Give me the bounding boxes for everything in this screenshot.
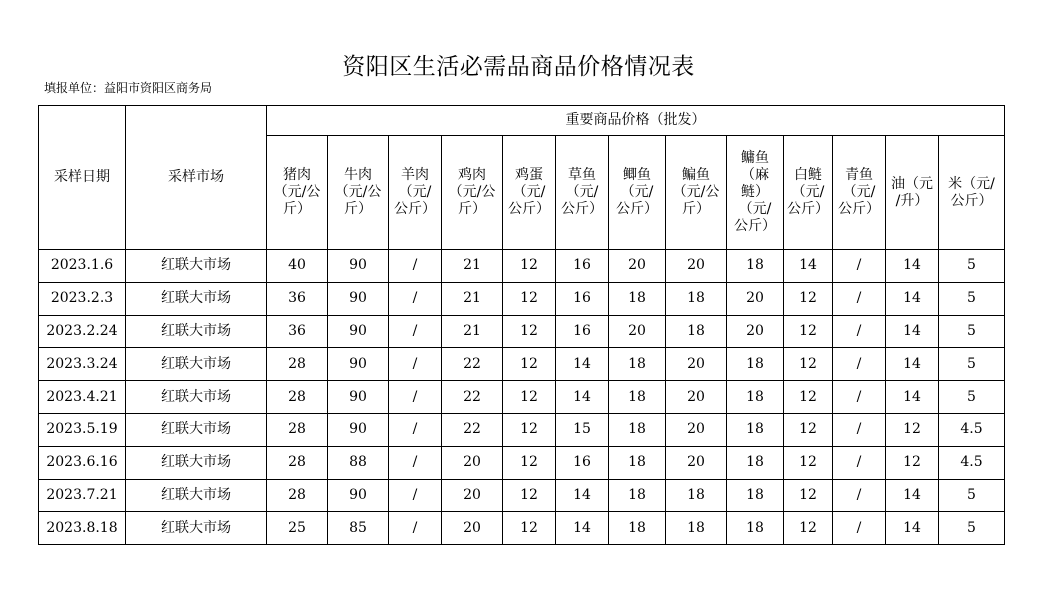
cell-price: 18 bbox=[727, 446, 784, 479]
cell-price: 21 bbox=[442, 250, 503, 283]
cell-price: 14 bbox=[556, 479, 609, 512]
cell-price: / bbox=[833, 348, 886, 381]
page-title: 资阳区生活必需品商品价格情况表 bbox=[342, 54, 695, 80]
header-item: 羊肉 （元/ 公斤） bbox=[389, 136, 442, 250]
cell-price: 12 bbox=[886, 413, 939, 446]
cell-price: 18 bbox=[727, 381, 784, 414]
cell-price: 5 bbox=[939, 282, 1005, 315]
cell-price: / bbox=[389, 282, 442, 315]
cell-price: 20 bbox=[666, 381, 727, 414]
cell-price: 22 bbox=[442, 413, 503, 446]
cell-price: 25 bbox=[267, 512, 328, 545]
cell-market: 红联大市场 bbox=[126, 479, 267, 512]
cell-price: 18 bbox=[666, 315, 727, 348]
cell-price: 16 bbox=[556, 446, 609, 479]
cell-date: 2023.7.21 bbox=[39, 479, 126, 512]
cell-price: 18 bbox=[666, 479, 727, 512]
cell-price: 12 bbox=[784, 413, 833, 446]
cell-price: 14 bbox=[556, 381, 609, 414]
cell-price: / bbox=[833, 282, 886, 315]
cell-price: / bbox=[389, 381, 442, 414]
cell-price: 22 bbox=[442, 381, 503, 414]
cell-price: 12 bbox=[503, 282, 556, 315]
cell-date: 2023.3.24 bbox=[39, 348, 126, 381]
cell-price: 28 bbox=[267, 479, 328, 512]
cell-price: / bbox=[833, 446, 886, 479]
table-row bbox=[39, 315, 1005, 348]
cell-price: 12 bbox=[886, 446, 939, 479]
table-row bbox=[39, 479, 1005, 512]
cell-price: 12 bbox=[503, 413, 556, 446]
cell-price: 18 bbox=[727, 413, 784, 446]
cell-price: 14 bbox=[886, 512, 939, 545]
cell-price: 18 bbox=[609, 512, 666, 545]
header-item: 米（元/ 公斤） bbox=[939, 136, 1005, 250]
cell-date: 2023.2.24 bbox=[39, 315, 126, 348]
header-item: 鲫鱼 （元/ 公斤） bbox=[609, 136, 666, 250]
cell-price: / bbox=[833, 250, 886, 283]
table-row bbox=[39, 512, 1005, 545]
cell-date: 2023.2.3 bbox=[39, 282, 126, 315]
cell-price: 5 bbox=[939, 512, 1005, 545]
cell-price: 90 bbox=[328, 282, 389, 315]
header-item: 猪肉 （元/公 斤） bbox=[267, 136, 328, 250]
cell-market: 红联大市场 bbox=[126, 250, 267, 283]
header-date: 采样日期 bbox=[39, 106, 126, 250]
cell-price: 20 bbox=[442, 479, 503, 512]
header-market: 采样市场 bbox=[126, 106, 267, 250]
header-item: 青鱼 （元/ 公斤） bbox=[833, 136, 886, 250]
header-item: 白鲢 （元/ 公斤） bbox=[784, 136, 833, 250]
cell-date: 2023.1.6 bbox=[39, 250, 126, 283]
cell-price: 12 bbox=[784, 446, 833, 479]
cell-price: 18 bbox=[727, 479, 784, 512]
cell-market: 红联大市场 bbox=[126, 446, 267, 479]
cell-price: / bbox=[833, 381, 886, 414]
cell-price: 90 bbox=[328, 348, 389, 381]
cell-price: 18 bbox=[609, 413, 666, 446]
cell-price: / bbox=[389, 315, 442, 348]
cell-price: 20 bbox=[666, 446, 727, 479]
cell-price: 20 bbox=[666, 413, 727, 446]
cell-price: 15 bbox=[556, 413, 609, 446]
header-item: 鸡肉 （元/公 斤） bbox=[442, 136, 503, 250]
header-item: 草鱼 （元/ 公斤） bbox=[556, 136, 609, 250]
cell-market: 红联大市场 bbox=[126, 282, 267, 315]
cell-price: 5 bbox=[939, 381, 1005, 414]
cell-price: 14 bbox=[784, 250, 833, 283]
cell-price: 14 bbox=[886, 282, 939, 315]
table-row bbox=[39, 250, 1005, 283]
cell-price: 16 bbox=[556, 282, 609, 315]
cell-price: 5 bbox=[939, 315, 1005, 348]
cell-price: 20 bbox=[442, 446, 503, 479]
cell-price: 12 bbox=[503, 446, 556, 479]
cell-price: 12 bbox=[503, 348, 556, 381]
cell-price: 36 bbox=[267, 282, 328, 315]
cell-price: 18 bbox=[609, 479, 666, 512]
cell-price: 14 bbox=[886, 315, 939, 348]
cell-price: 90 bbox=[328, 479, 389, 512]
cell-price: / bbox=[833, 413, 886, 446]
cell-date: 2023.4.21 bbox=[39, 381, 126, 414]
table-row bbox=[39, 282, 1005, 315]
cell-price: 20 bbox=[609, 250, 666, 283]
filler-unit: 填报单位：益阳市资阳区商务局 bbox=[44, 81, 213, 95]
cell-market: 红联大市场 bbox=[126, 512, 267, 545]
cell-price: 12 bbox=[784, 348, 833, 381]
cell-price: 40 bbox=[267, 250, 328, 283]
cell-price: 90 bbox=[328, 413, 389, 446]
cell-price: 28 bbox=[267, 413, 328, 446]
cell-price: 18 bbox=[666, 282, 727, 315]
header-item: 鳙鱼 （麻 鲢） （元/ 公斤） bbox=[727, 136, 784, 250]
cell-date: 2023.6.16 bbox=[39, 446, 126, 479]
cell-price: 5 bbox=[939, 479, 1005, 512]
header-item: 鳊鱼 （元/公 斤） bbox=[666, 136, 727, 250]
cell-price: 14 bbox=[886, 381, 939, 414]
cell-price: 12 bbox=[503, 479, 556, 512]
cell-price: 14 bbox=[886, 250, 939, 283]
cell-price: / bbox=[389, 348, 442, 381]
cell-price: 21 bbox=[442, 282, 503, 315]
cell-price: 16 bbox=[556, 250, 609, 283]
header-row-top bbox=[39, 106, 1005, 136]
cell-price: 4.5 bbox=[939, 446, 1005, 479]
table-row bbox=[39, 348, 1005, 381]
cell-price: / bbox=[389, 250, 442, 283]
cell-price: 18 bbox=[609, 381, 666, 414]
cell-date: 2023.8.18 bbox=[39, 512, 126, 545]
cell-price: 12 bbox=[503, 381, 556, 414]
cell-date: 2023.5.19 bbox=[39, 413, 126, 446]
cell-price: 5 bbox=[939, 348, 1005, 381]
cell-price: / bbox=[833, 479, 886, 512]
table-row bbox=[39, 413, 1005, 446]
cell-price: 88 bbox=[328, 446, 389, 479]
cell-price: 20 bbox=[727, 315, 784, 348]
header-item: 牛肉 （元/公 斤） bbox=[328, 136, 389, 250]
cell-price: 20 bbox=[666, 348, 727, 381]
cell-market: 红联大市场 bbox=[126, 315, 267, 348]
cell-price: 12 bbox=[503, 250, 556, 283]
cell-price: 90 bbox=[328, 250, 389, 283]
cell-price: 18 bbox=[727, 250, 784, 283]
cell-price: / bbox=[389, 413, 442, 446]
cell-price: 18 bbox=[609, 446, 666, 479]
cell-price: 18 bbox=[727, 512, 784, 545]
cell-price: 90 bbox=[328, 381, 389, 414]
cell-price: 14 bbox=[556, 512, 609, 545]
cell-price: 18 bbox=[727, 348, 784, 381]
cell-market: 红联大市场 bbox=[126, 348, 267, 381]
cell-price: 14 bbox=[886, 348, 939, 381]
cell-price: 18 bbox=[609, 282, 666, 315]
cell-price: 28 bbox=[267, 446, 328, 479]
cell-price: 18 bbox=[666, 512, 727, 545]
cell-price: 16 bbox=[556, 315, 609, 348]
cell-price: / bbox=[389, 512, 442, 545]
cell-price: 12 bbox=[503, 512, 556, 545]
cell-price: 21 bbox=[442, 315, 503, 348]
cell-price: 28 bbox=[267, 381, 328, 414]
cell-price: 4.5 bbox=[939, 413, 1005, 446]
cell-price: 12 bbox=[784, 381, 833, 414]
cell-price: / bbox=[833, 512, 886, 545]
cell-price: 12 bbox=[503, 315, 556, 348]
cell-price: / bbox=[389, 479, 442, 512]
cell-price: 5 bbox=[939, 250, 1005, 283]
cell-price: / bbox=[389, 446, 442, 479]
header-item: 鸡蛋 （元/ 公斤） bbox=[503, 136, 556, 250]
cell-price: 20 bbox=[442, 512, 503, 545]
cell-price: 22 bbox=[442, 348, 503, 381]
cell-price: 18 bbox=[609, 348, 666, 381]
price-table bbox=[38, 105, 1005, 545]
cell-price: 12 bbox=[784, 282, 833, 315]
header-item: 油（元 /升） bbox=[886, 136, 939, 250]
cell-price: 90 bbox=[328, 315, 389, 348]
cell-price: 20 bbox=[666, 250, 727, 283]
cell-market: 红联大市场 bbox=[126, 413, 267, 446]
cell-market: 红联大市场 bbox=[126, 381, 267, 414]
cell-price: 14 bbox=[886, 479, 939, 512]
cell-price: 28 bbox=[267, 348, 328, 381]
cell-price: 14 bbox=[556, 348, 609, 381]
cell-price: 20 bbox=[727, 282, 784, 315]
cell-price: / bbox=[833, 315, 886, 348]
header-group: 重要商品价格（批发） bbox=[267, 106, 1005, 136]
cell-price: 12 bbox=[784, 512, 833, 545]
cell-price: 36 bbox=[267, 315, 328, 348]
cell-price: 20 bbox=[609, 315, 666, 348]
table-row bbox=[39, 446, 1005, 479]
cell-price: 12 bbox=[784, 315, 833, 348]
table-row bbox=[39, 381, 1005, 414]
cell-price: 12 bbox=[784, 479, 833, 512]
cell-price: 85 bbox=[328, 512, 389, 545]
